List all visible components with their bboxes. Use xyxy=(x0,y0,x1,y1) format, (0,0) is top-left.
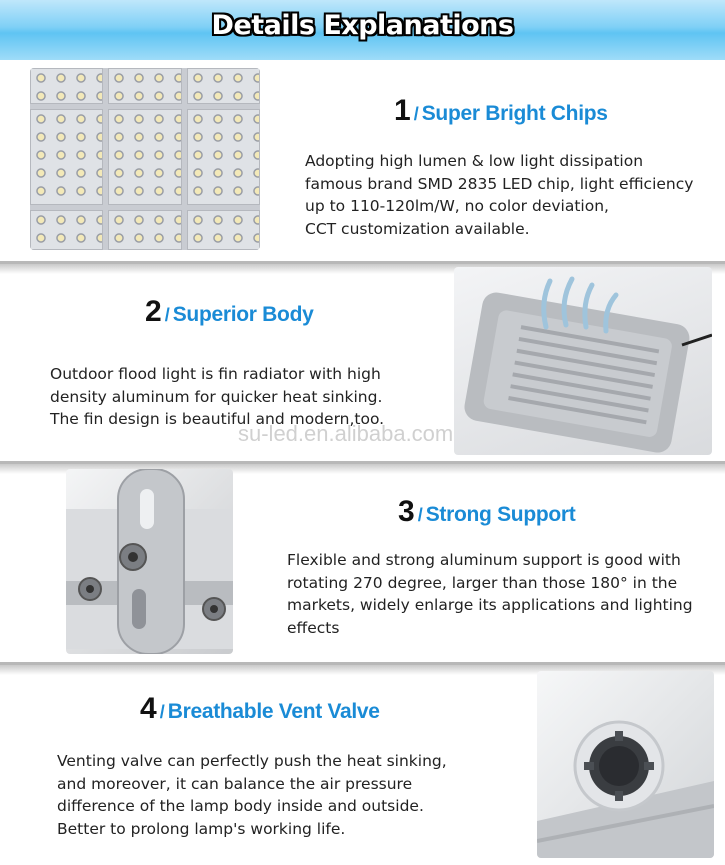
section-3-line: Flexible and strong aluminum support is good with xyxy=(287,551,681,569)
section-1-line: up to 110-120lm/W, no color deviation, xyxy=(305,197,609,215)
section-1-line: famous brand SMD 2835 LED chip, light efficiency xyxy=(305,174,694,193)
banner-title: Details Explanations xyxy=(211,10,514,41)
section-2-slash: / xyxy=(164,305,170,325)
section-4-line: Better to prolong lamp's working life. xyxy=(57,819,346,838)
section-4-line: Venting valve can perfectly push the heat sinking, xyxy=(57,752,447,770)
section-4-line: and moreover, it can balance the air pressure xyxy=(57,774,413,793)
section-3-number: 3 xyxy=(398,495,415,528)
section-4-heading xyxy=(140,692,380,726)
section-4-title: Breathable Vent Valve xyxy=(167,700,380,723)
section-1-title: Super Bright Chips xyxy=(421,102,608,125)
section-3-heading xyxy=(398,495,575,529)
section-3-line: effects xyxy=(287,618,340,637)
section-4-slash: / xyxy=(159,702,165,722)
section-1-number: 1 xyxy=(394,94,411,127)
section-2-heading xyxy=(145,295,314,329)
section-2-line: density aluminum for quicker heat sinking. xyxy=(50,387,383,406)
section-4-description xyxy=(57,750,447,840)
vent-valve-photo xyxy=(537,671,714,858)
section-3-line: markets, widely enlarge its applications and lighting xyxy=(287,596,693,614)
watermark: su-led.en.alibaba.com xyxy=(238,421,454,446)
section-2-number: 2 xyxy=(145,295,162,328)
banner xyxy=(0,0,725,60)
section-3-line: rotating 270 degree, larger than those 180° in the xyxy=(287,573,678,592)
bracket-support-photo xyxy=(66,469,233,654)
section-1-line: CCT customization available. xyxy=(305,219,530,238)
section-1-heading xyxy=(394,94,608,128)
section-3-slash: / xyxy=(417,505,423,525)
led-chips-photo xyxy=(30,68,260,250)
section-4-line: difference of the lamp body inside and outside. xyxy=(57,797,424,815)
flood-light-body-photo xyxy=(454,267,712,455)
section-1-line: Adopting high lumen & low light dissipation xyxy=(305,152,644,170)
section-1-slash: / xyxy=(413,104,419,124)
section-3-title: Strong Support xyxy=(425,503,576,526)
section-2-title: Superior Body xyxy=(172,303,314,326)
section-1-description xyxy=(305,150,693,240)
section-3-description xyxy=(287,549,693,639)
section-2-line: Outdoor flood light is fin radiator with high xyxy=(50,365,381,383)
section-4-number: 4 xyxy=(140,692,157,725)
section-2-line: The fin design is beautiful and modern,too. xyxy=(50,410,385,428)
